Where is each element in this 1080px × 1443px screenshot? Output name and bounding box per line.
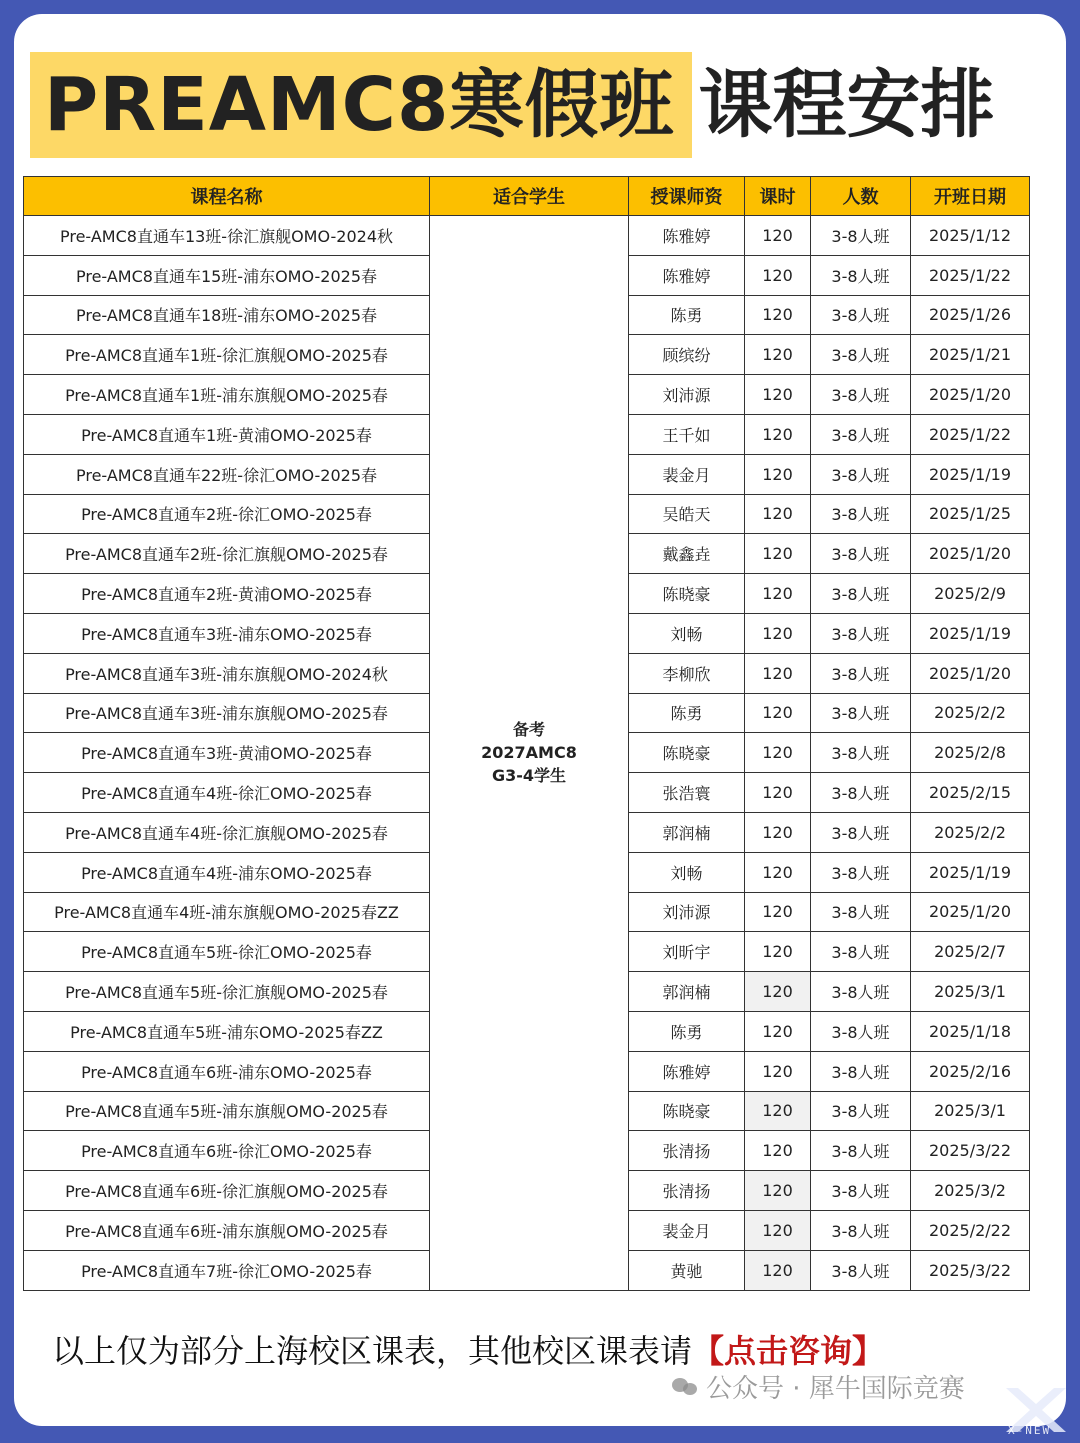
start-date: 2025/2/2 xyxy=(911,693,1030,733)
class-size: 3-8人班 xyxy=(811,375,911,415)
class-size: 3-8人班 xyxy=(811,1051,911,1091)
class-size: 3-8人班 xyxy=(811,773,911,813)
start-date: 2025/3/22 xyxy=(911,1131,1030,1171)
table-row xyxy=(24,216,1030,256)
start-date: 2025/2/15 xyxy=(911,773,1030,813)
class-size: 3-8人班 xyxy=(811,1250,911,1290)
teacher-name: 王千如 xyxy=(629,414,745,454)
class-size: 3-8人班 xyxy=(811,454,911,494)
start-date: 2025/1/22 xyxy=(911,414,1030,454)
teacher-name: 张清扬 xyxy=(629,1131,745,1171)
course-name: Pre-AMC8直通车5班-浦东旗舰OMO-2025春 xyxy=(24,1091,430,1131)
teacher-name: 陈勇 xyxy=(629,693,745,733)
class-size: 3-8人班 xyxy=(811,295,911,335)
header-teacher: 授课师资 xyxy=(629,177,745,216)
teacher-name: 刘昕宇 xyxy=(629,932,745,972)
course-name: Pre-AMC8直通车6班-徐汇旗舰OMO-2025春 xyxy=(24,1171,430,1211)
start-date: 2025/1/20 xyxy=(911,892,1030,932)
teacher-name: 裴金月 xyxy=(629,1210,745,1250)
consult-link[interactable]: 【点击咨询】 xyxy=(692,1332,885,1370)
course-hours: 120 xyxy=(745,1131,811,1171)
teacher-name: 陈勇 xyxy=(629,1011,745,1051)
course-name: Pre-AMC8直通车4班-浦东旗舰OMO-2025春ZZ xyxy=(24,892,430,932)
course-name: Pre-AMC8直通车2班-徐汇旗舰OMO-2025春 xyxy=(24,534,430,574)
title-rest: 课程安排 xyxy=(698,62,995,148)
start-date: 2025/1/20 xyxy=(911,534,1030,574)
course-hours: 120 xyxy=(745,733,811,773)
teacher-name: 张清扬 xyxy=(629,1171,745,1211)
footer-note-text: 以上仅为部分上海校区课表，其他校区课表请 xyxy=(52,1332,693,1370)
course-name: Pre-AMC8直通车22班-徐汇OMO-2025春 xyxy=(24,454,430,494)
class-size: 3-8人班 xyxy=(811,216,911,256)
course-hours: 120 xyxy=(745,335,811,375)
course-hours: 120 xyxy=(745,534,811,574)
class-size: 3-8人班 xyxy=(811,852,911,892)
teacher-name: 刘畅 xyxy=(629,852,745,892)
course-name: Pre-AMC8直通车3班-浦东旗舰OMO-2025春 xyxy=(24,693,430,733)
teacher-name: 李柳欣 xyxy=(629,653,745,693)
course-hours: 120 xyxy=(745,574,811,614)
course-hours: 120 xyxy=(745,295,811,335)
header-start-date: 开班日期 xyxy=(911,177,1030,216)
course-name: Pre-AMC8直通车4班-徐汇OMO-2025春 xyxy=(24,773,430,813)
course-name: Pre-AMC8直通车1班-徐汇旗舰OMO-2025春 xyxy=(24,335,430,375)
table-header-row xyxy=(24,177,1030,216)
class-size: 3-8人班 xyxy=(811,972,911,1012)
fit-students-line: 2027AMC8 xyxy=(481,743,577,763)
teacher-name: 郭润楠 xyxy=(629,972,745,1012)
course-hours: 120 xyxy=(745,972,811,1012)
start-date: 2025/1/19 xyxy=(911,852,1030,892)
course-name: Pre-AMC8直通车5班-徐汇旗舰OMO-2025春 xyxy=(24,972,430,1012)
header-course-name: 课程名称 xyxy=(24,177,430,216)
class-size: 3-8人班 xyxy=(811,693,911,733)
page-title xyxy=(30,52,994,158)
header-fit-students: 适合学生 xyxy=(430,177,629,216)
footer-note xyxy=(52,1326,884,1372)
course-hours: 120 xyxy=(745,932,811,972)
class-size: 3-8人班 xyxy=(811,255,911,295)
start-date: 2025/2/9 xyxy=(911,574,1030,614)
course-name: Pre-AMC8直通车6班-浦东旗舰OMO-2025春 xyxy=(24,1210,430,1250)
course-hours: 120 xyxy=(745,1051,811,1091)
watermark-text: 公众号 · 犀牛国际竞赛 xyxy=(706,1374,965,1404)
start-date: 2025/2/22 xyxy=(911,1210,1030,1250)
class-size: 3-8人班 xyxy=(811,653,911,693)
class-size: 3-8人班 xyxy=(811,1091,911,1131)
teacher-name: 陈晓豪 xyxy=(629,733,745,773)
start-date: 2025/1/18 xyxy=(911,1011,1030,1051)
start-date: 2025/1/21 xyxy=(911,335,1030,375)
course-hours: 120 xyxy=(745,653,811,693)
course-name: Pre-AMC8直通车4班-浦东OMO-2025春 xyxy=(24,852,430,892)
teacher-name: 裴金月 xyxy=(629,454,745,494)
header-hours: 课时 xyxy=(745,177,811,216)
course-name: Pre-AMC8直通车3班-黄浦OMO-2025春 xyxy=(24,733,430,773)
start-date: 2025/1/19 xyxy=(911,613,1030,653)
course-hours: 120 xyxy=(745,216,811,256)
course-hours: 120 xyxy=(745,852,811,892)
course-name: Pre-AMC8直通车18班-浦东OMO-2025春 xyxy=(24,295,430,335)
teacher-name: 顾缤纷 xyxy=(629,335,745,375)
teacher-name: 陈雅婷 xyxy=(629,216,745,256)
course-name: Pre-AMC8直通车3班-浦东OMO-2025春 xyxy=(24,613,430,653)
class-size: 3-8人班 xyxy=(811,414,911,454)
teacher-name: 刘畅 xyxy=(629,613,745,653)
table-body xyxy=(24,216,1030,1291)
teacher-name: 陈晓豪 xyxy=(629,1091,745,1131)
course-name: Pre-AMC8直通车2班-徐汇OMO-2025春 xyxy=(24,494,430,534)
course-hours: 120 xyxy=(745,375,811,415)
start-date: 2025/2/8 xyxy=(911,733,1030,773)
class-size: 3-8人班 xyxy=(811,613,911,653)
course-name: Pre-AMC8直通车15班-浦东OMO-2025春 xyxy=(24,255,430,295)
course-hours: 120 xyxy=(745,773,811,813)
course-hours: 120 xyxy=(745,1171,811,1211)
start-date: 2025/2/7 xyxy=(911,932,1030,972)
start-date: 2025/1/20 xyxy=(911,375,1030,415)
course-hours: 120 xyxy=(745,494,811,534)
fit-students-cell xyxy=(430,216,629,1291)
course-hours: 120 xyxy=(745,812,811,852)
teacher-name: 张浩寰 xyxy=(629,773,745,813)
course-hours: 120 xyxy=(745,1250,811,1290)
course-hours: 120 xyxy=(745,1091,811,1131)
class-size: 3-8人班 xyxy=(811,1131,911,1171)
start-date: 2025/3/2 xyxy=(911,1171,1030,1211)
fit-students-line: 备考 xyxy=(512,719,545,739)
start-date: 2025/2/16 xyxy=(911,1051,1030,1091)
class-size: 3-8人班 xyxy=(811,1171,911,1211)
teacher-name: 陈晓豪 xyxy=(629,574,745,614)
class-size: 3-8人班 xyxy=(811,574,911,614)
course-name: Pre-AMC8直通车5班-徐汇OMO-2025春 xyxy=(24,932,430,972)
class-size: 3-8人班 xyxy=(811,892,911,932)
course-name: Pre-AMC8直通车13班-徐汇旗舰OMO-2024秋 xyxy=(24,216,430,256)
schedule-table xyxy=(23,176,1030,1291)
course-name: Pre-AMC8直通车2班-黄浦OMO-2025春 xyxy=(24,574,430,614)
course-name: Pre-AMC8直通车6班-徐汇OMO-2025春 xyxy=(24,1131,430,1171)
logo-text: X-NEW xyxy=(1008,1424,1052,1437)
course-name: Pre-AMC8直通车3班-浦东旗舰OMO-2024秋 xyxy=(24,653,430,693)
course-hours: 120 xyxy=(745,892,811,932)
class-size: 3-8人班 xyxy=(811,932,911,972)
course-hours: 120 xyxy=(745,454,811,494)
start-date: 2025/1/12 xyxy=(911,216,1030,256)
teacher-name: 陈勇 xyxy=(629,295,745,335)
course-name: Pre-AMC8直通车5班-浦东OMO-2025春ZZ xyxy=(24,1011,430,1051)
course-name: Pre-AMC8直通车1班-黄浦OMO-2025春 xyxy=(24,414,430,454)
start-date: 2025/1/22 xyxy=(911,255,1030,295)
teacher-name: 陈雅婷 xyxy=(629,255,745,295)
start-date: 2025/1/25 xyxy=(911,494,1030,534)
start-date: 2025/1/19 xyxy=(911,454,1030,494)
wechat-watermark xyxy=(672,1368,965,1405)
teacher-name: 刘沛源 xyxy=(629,375,745,415)
course-hours: 120 xyxy=(745,613,811,653)
start-date: 2025/1/20 xyxy=(911,653,1030,693)
fit-students-line: G3-4学生 xyxy=(491,766,567,786)
class-size: 3-8人班 xyxy=(811,1011,911,1051)
teacher-name: 郭润楠 xyxy=(629,812,745,852)
teacher-name: 吴皓天 xyxy=(629,494,745,534)
class-size: 3-8人班 xyxy=(811,733,911,773)
class-size: 3-8人班 xyxy=(811,534,911,574)
class-size: 3-8人班 xyxy=(811,812,911,852)
course-hours: 120 xyxy=(745,1210,811,1250)
course-name: Pre-AMC8直通车1班-浦东旗舰OMO-2025春 xyxy=(24,375,430,415)
teacher-name: 陈雅婷 xyxy=(629,1051,745,1091)
class-size: 3-8人班 xyxy=(811,494,911,534)
course-hours: 120 xyxy=(745,255,811,295)
header-class-size: 人数 xyxy=(811,177,911,216)
teacher-name: 戴鑫垚 xyxy=(629,534,745,574)
course-hours: 120 xyxy=(745,414,811,454)
course-name: Pre-AMC8直通车6班-浦东OMO-2025春 xyxy=(24,1051,430,1091)
course-hours: 120 xyxy=(745,693,811,733)
class-size: 3-8人班 xyxy=(811,1210,911,1250)
start-date: 2025/1/26 xyxy=(911,295,1030,335)
title-highlight: PREAMC8寒假班 xyxy=(30,52,692,158)
wechat-icon xyxy=(672,1376,698,1398)
course-name: Pre-AMC8直通车4班-徐汇旗舰OMO-2025春 xyxy=(24,812,430,852)
start-date: 2025/3/1 xyxy=(911,1091,1030,1131)
teacher-name: 刘沛源 xyxy=(629,892,745,932)
start-date: 2025/2/2 xyxy=(911,812,1030,852)
teacher-name: 黄驰 xyxy=(629,1250,745,1290)
start-date: 2025/3/22 xyxy=(911,1250,1030,1290)
course-name: Pre-AMC8直通车7班-徐汇OMO-2025春 xyxy=(24,1250,430,1290)
start-date: 2025/3/1 xyxy=(911,972,1030,1012)
class-size: 3-8人班 xyxy=(811,335,911,375)
course-hours: 120 xyxy=(745,1011,811,1051)
